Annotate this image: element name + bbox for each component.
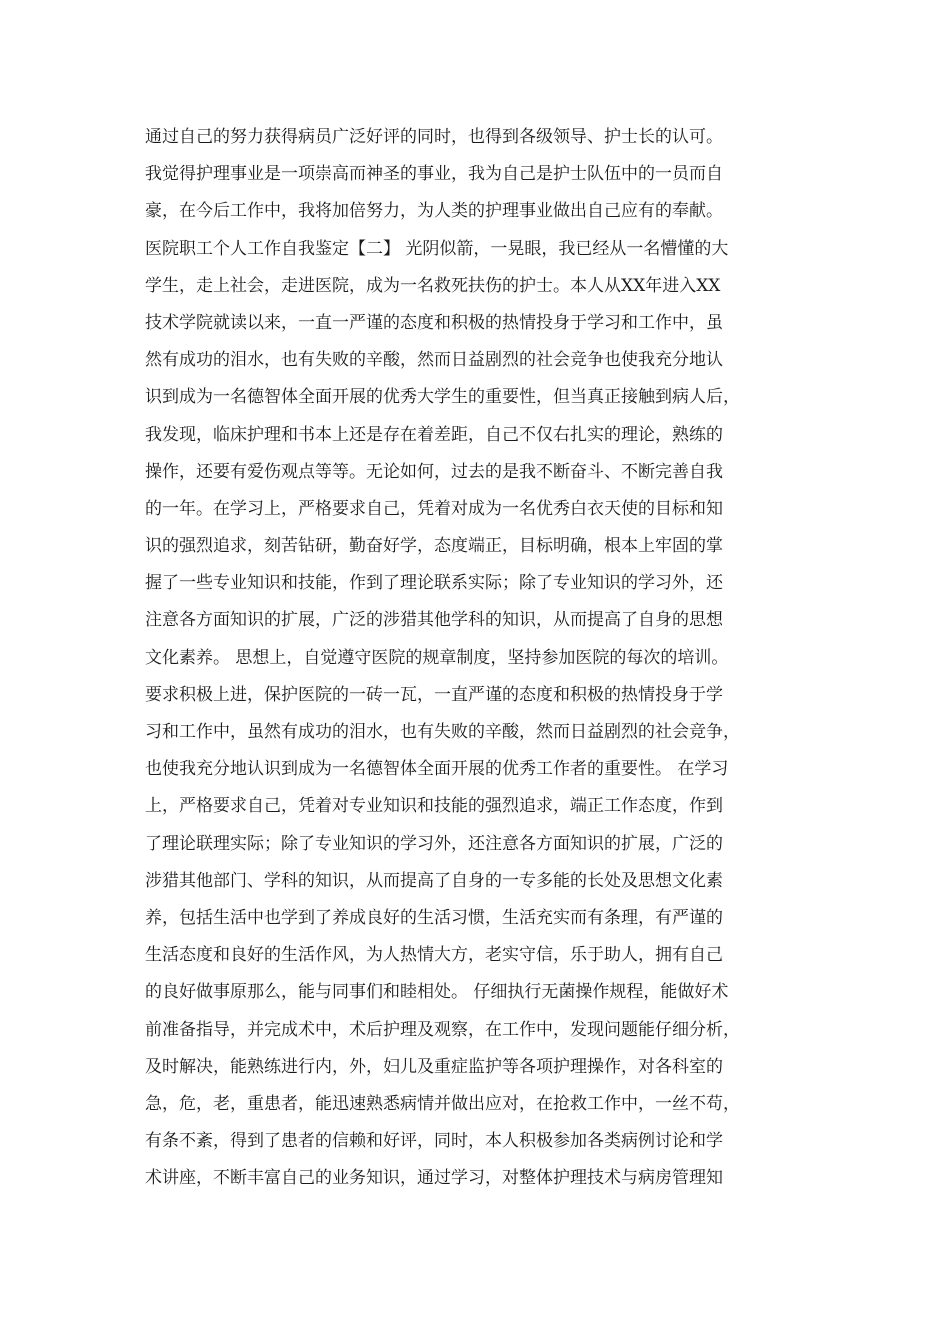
text-line: 养，包括生活中也学到了养成良好的生活习惯，生活充实而有条理，有严谨的	[145, 907, 723, 928]
text-line: 生活态度和良好的生活作风，为人热情大方，老实守信，乐于助人，拥有自己	[145, 945, 723, 966]
text-line: 上，严格要求自己，凭着对专业知识和技能的强烈追求，端正工作态度，作到	[145, 796, 723, 817]
text-line: 急，危，老，重患者，能迅速熟悉病情并做出应对，在抢救工作中，一丝不苟，	[145, 1093, 740, 1114]
text-line: 的良好做事原那么，能与同事们和睦相处。 仔细执行无菌操作规程，能做好术	[145, 982, 729, 1003]
text-line: 术讲座，不断丰富自己的业务知识，通过学习，对整体护理技术与病房管理知	[145, 1168, 723, 1189]
text-line: 豪，在今后工作中，我将加倍努力，为人类的护理事业做出自己应有的奉献。	[145, 201, 723, 222]
text-line: 及时解决，能熟练进行内，外，妇儿及重症监护等各项护理操作，对各科室的	[145, 1056, 723, 1077]
text-line: 习和工作中，虽然有成功的泪水，也有失败的辛酸，然而日益剧烈的社会竞争，	[145, 722, 740, 742]
text-line: 的一年。在学习上，严格要求自己，凭着对成为一名优秀白衣天使的目标和知	[145, 498, 723, 519]
text-line: 操作，还要有爱伤观点等等。无论如何，过去的是我不断奋斗、不断完善自我	[145, 461, 723, 482]
text-line: 通过自己的努力获得病员广泛好评的同时，也得到各级领导、护士长的认可。	[145, 127, 723, 147]
text-line: 学生，走上社会，走进医院，成为一名救死扶伤的护士。本人从XX年进入XX	[145, 275, 721, 296]
text-line: 医院职工个人工作自我鉴定【二】 光阴似箭，一晃眼，我已经从一名懵懂的大	[145, 238, 729, 259]
text-line: 要求积极上进，保护医院的一砖一瓦，一直严谨的态度和积极的热情投身于学	[145, 684, 723, 705]
text-line: 然有成功的泪水，也有失败的辛酸，然而日益剧烈的社会竞争也使我充分地认	[145, 350, 723, 371]
text-line: 了理论联理实际；除了专业知识的学习外，还注意各方面知识的扩展，广泛的	[145, 833, 723, 854]
text-line: 前准备指导，并完成术中，术后护理及观察，在工作中，发现问题能仔细分析，	[145, 1019, 740, 1040]
text-line: 注意各方面知识的扩展，广泛的涉猎其他学科的知识，从而提高了自身的思想	[145, 610, 723, 631]
text-line: 技术学院就读以来，一直一严谨的态度和积极的热情投身于学习和工作中，虽	[145, 312, 723, 333]
text-line: 我觉得护理事业是一项崇高而神圣的事业，我为自己是护士队伍中的一员而自	[145, 164, 723, 185]
text-line: 也使我充分地认识到成为一名德智体全面开展的优秀工作者的重要性。 在学习	[145, 759, 729, 780]
text-line: 文化素养。 思想上，自觉遵守医院的规章制度，坚持参加医院的每次的培训。	[145, 647, 729, 668]
text-line: 识的强烈追求，刻苦钻研，勤奋好学，态度端正，目标明确，根本上牢固的掌	[145, 536, 723, 557]
body-text	[145, 119, 815, 1197]
text-line: 识到成为一名德智体全面开展的优秀大学生的重要性，但当真正接触到病人后，	[145, 387, 740, 408]
text-line: 涉猎其他部门、学科的知识，从而提高了自身的一专多能的长处及思想文化素	[145, 870, 723, 891]
text-line: 握了一些专业知识和技能，作到了理论联系实际；除了专业知识的学习外，还	[145, 573, 723, 594]
text-line: 我发现，临床护理和书本上还是存在着差距，自己不仅右扎实的理论，熟练的	[145, 424, 723, 445]
text-line: 有条不紊，得到了患者的信赖和好评，同时，本人积极参加各类病例讨论和学	[145, 1131, 723, 1152]
